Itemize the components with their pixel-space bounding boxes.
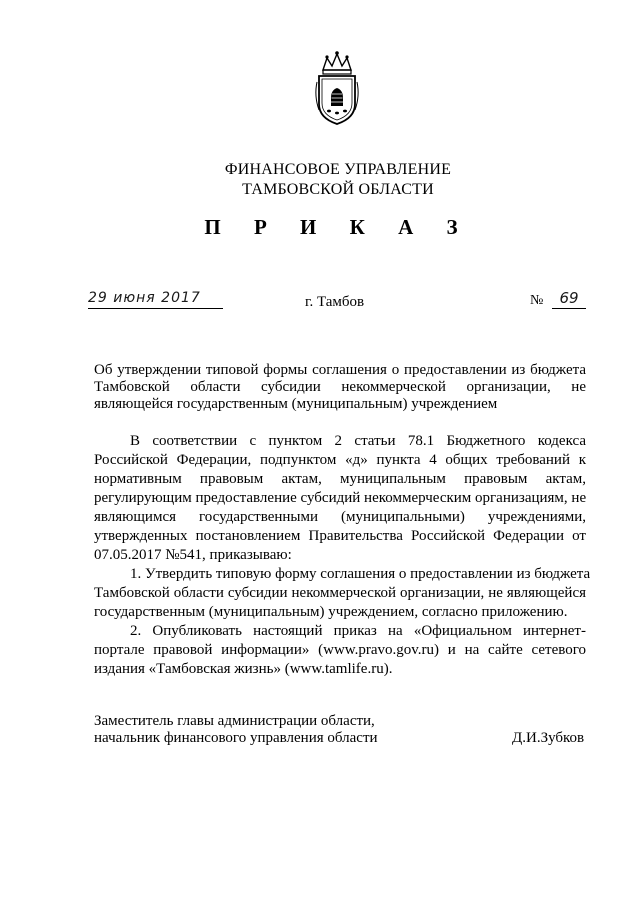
body-line: издания «Тамбовская жизнь» (www.tamlife.ru).	[94, 661, 393, 677]
body-line: Российской Федерации, подпунктом «д» пункта 4 общих требований к	[94, 452, 586, 468]
document-type-title: П Р И К А З	[204, 215, 472, 239]
body-line: государственным (муниципальным) учреждением, согласно приложению.	[94, 604, 568, 620]
body-line: 2. Опубликовать настоящий приказ на «Официальном интернет-	[130, 623, 586, 639]
handwritten-date: 29 июня 2017	[88, 288, 223, 309]
number-label: №	[530, 293, 544, 308]
organization-name-line2: ТАМБОВСКОЙ ОБЛАСТИ	[242, 181, 434, 198]
signatory-position-line2: начальник финансового управления области	[94, 730, 378, 746]
signatory-position	[94, 713, 378, 747]
signatory-name: Д.И.Зубков	[512, 730, 585, 746]
city-label: г. Тамбов	[305, 294, 365, 310]
body-line: 1. Утвердить типовую форму соглашения о предоставлении из бюджета	[130, 566, 591, 582]
body-line: являющимся государственными (муниципальными) учреждениями,	[94, 509, 586, 525]
body-line: 07.05.2017 №541, приказываю:	[94, 547, 292, 563]
body-line: портале правовой информации» (www.pravo.gov.ru) и на сайте сетевого	[94, 642, 586, 658]
handwritten-number: 69	[552, 288, 586, 309]
subject-line: являющейся государственным (муниципальным) учреждением	[94, 396, 498, 412]
subject-line: Об утверждении типовой формы соглашения о предоставлении из бюджета	[94, 362, 586, 378]
organization-name-line1: ФИНАНСОВОЕ УПРАВЛЕНИЕ	[224, 161, 452, 178]
body-line: Тамбовской области субсидии некоммерческой организации, не являющейся	[94, 585, 586, 601]
body-line: утвержденных постановлением Правительства Российской Федерации от	[94, 528, 586, 544]
document-subject	[94, 362, 586, 413]
body-line: регулирующим предоставление субсидий некоммерческим организациям, не	[94, 490, 587, 506]
signatory-position-line1: Заместитель главы администрации области,	[94, 713, 375, 729]
document-body	[94, 432, 591, 679]
tambov-region-coat-of-arms-icon	[313, 48, 361, 128]
body-line: нормативным правовым актам, муниципальным правовым актам,	[94, 471, 586, 487]
subject-line: Тамбовской области субсидии некоммерческой организации, не	[94, 379, 586, 395]
document-meta-row	[0, 288, 640, 318]
body-line: В соответствии с пунктом 2 статьи 78.1 Бюджетного кодекса	[130, 433, 586, 449]
